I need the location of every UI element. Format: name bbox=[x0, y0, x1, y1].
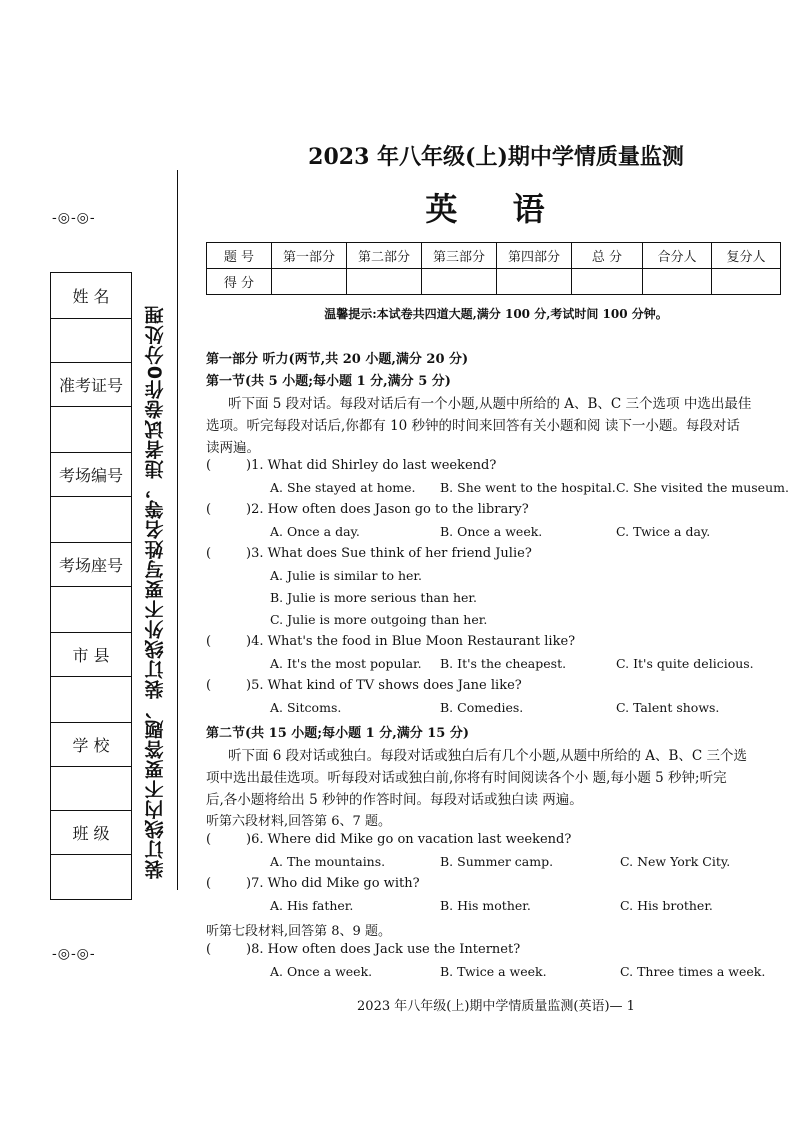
score-cell[interactable] bbox=[347, 269, 422, 295]
answer-paren[interactable]: ( bbox=[206, 832, 212, 847]
question-text: )2. How often does Jason go to the library? bbox=[246, 502, 529, 517]
score-header-cell: 合分人 bbox=[643, 243, 712, 269]
score-table-header-row bbox=[207, 243, 781, 269]
option-c[interactable]: C. New York City. bbox=[620, 854, 731, 869]
part1-heading: 第一部分 听力(两节,共 20 小题,满分 20 分) bbox=[206, 352, 469, 367]
option-a[interactable]: A. She stayed at home. bbox=[270, 480, 416, 495]
subject-title: 英 语 bbox=[425, 190, 567, 228]
exam-title: 2023 年八年级(上)期中学情质量监测 bbox=[308, 144, 684, 170]
exam-room-field[interactable] bbox=[51, 497, 131, 543]
question-text: )8. How often does Jack use the Internet? bbox=[246, 942, 521, 957]
option-c[interactable]: C. Three times a week. bbox=[620, 964, 766, 979]
section2-instruction: 听下面 6 段对话或独白。每段对话或独白后有几个小题,从题中所给的 A、B、C 三个选 bbox=[228, 748, 748, 764]
binding-notice: 装订线内不要答题、装订线外不要写姓名等，违者试卷作0分处理 bbox=[144, 304, 167, 880]
option-a[interactable]: A. The mountains. bbox=[270, 854, 386, 869]
option-b[interactable]: B. It's the cheapest. bbox=[440, 656, 567, 671]
binding-mark-top: -◎-◎- bbox=[52, 210, 96, 226]
question-text: )7. Who did Mike go with? bbox=[246, 876, 420, 891]
score-cell[interactable] bbox=[272, 269, 347, 295]
score-header-cell: 总 分 bbox=[572, 243, 643, 269]
exam-id-label: 准考证号 bbox=[51, 363, 131, 407]
question-text: )1. What did Shirley do last weekend? bbox=[246, 458, 497, 473]
option-b[interactable]: B. His mother. bbox=[440, 898, 531, 913]
answer-paren[interactable]: ( bbox=[206, 502, 212, 517]
score-header-cell: 第四部分 bbox=[497, 243, 572, 269]
section2-instruction: 项中选出最佳选项。听每段对话或独白前,你将有时间阅读各个小 题,每小题 5 秒钟;听完 bbox=[206, 770, 727, 786]
city-county-label: 市 县 bbox=[51, 633, 131, 677]
score-cell[interactable] bbox=[422, 269, 497, 295]
seat-number-label: 考场座号 bbox=[51, 543, 131, 587]
material-note: 听第六段材料,回答第 6、7 题。 bbox=[206, 814, 391, 829]
section2-instruction: 后,各小题将给出 5 秒钟的作答时间。每段对话或独白读 两遍。 bbox=[206, 792, 583, 808]
option-c[interactable]: C. She visited the museum. bbox=[616, 480, 789, 495]
exam-room-label: 考场编号 bbox=[51, 453, 131, 497]
option-a[interactable]: A. His father. bbox=[270, 898, 354, 913]
answer-paren[interactable]: ( bbox=[206, 876, 212, 891]
binding-line bbox=[177, 170, 178, 890]
name-label: 姓 名 bbox=[51, 273, 131, 319]
question-text: )5. What kind of TV shows does Jane like? bbox=[246, 678, 522, 693]
option-b[interactable]: B. Summer camp. bbox=[440, 854, 554, 869]
section1-instruction: 选项。听完每段对话后,你都有 10 秒钟的时间来回答有关小题和阅 读下一小题。每段对话 bbox=[206, 418, 740, 434]
school-field[interactable] bbox=[51, 767, 131, 811]
option-c[interactable]: C. It's quite delicious. bbox=[616, 656, 754, 671]
answer-paren[interactable]: ( bbox=[206, 942, 212, 957]
score-header-cell: 复分人 bbox=[712, 243, 781, 269]
option-b[interactable]: B. Julie is more serious than her. bbox=[270, 590, 477, 605]
score-header-cell: 第二部分 bbox=[347, 243, 422, 269]
option-b[interactable]: B. Comedies. bbox=[440, 700, 524, 715]
seat-number-field[interactable] bbox=[51, 587, 131, 633]
score-header-cell: 第三部分 bbox=[422, 243, 497, 269]
material-note: 听第七段材料,回答第 8、9 题。 bbox=[206, 924, 391, 939]
score-cell[interactable] bbox=[572, 269, 643, 295]
binding-mark-bottom: -◎-◎- bbox=[52, 946, 96, 962]
section1-instruction: 听下面 5 段对话。每段对话后有一个小题,从题中所给的 A、B、C 三个选项 中选出最佳 bbox=[228, 396, 752, 412]
section1-instruction: 读两遍。 bbox=[206, 440, 260, 456]
option-b[interactable]: B. She went to the hospital. bbox=[440, 480, 616, 495]
question-text: )6. Where did Mike go on vacation last weekend? bbox=[246, 832, 572, 847]
option-c[interactable]: C. Julie is more outgoing than her. bbox=[270, 612, 488, 627]
answer-paren[interactable]: ( bbox=[206, 634, 212, 649]
answer-paren[interactable]: ( bbox=[206, 678, 212, 693]
class-label: 班 级 bbox=[51, 811, 131, 855]
option-a[interactable]: A. Julie is similar to her. bbox=[270, 568, 422, 583]
option-b[interactable]: B. Once a week. bbox=[440, 524, 543, 539]
exam-id-field[interactable] bbox=[51, 407, 131, 453]
class-field[interactable] bbox=[51, 855, 131, 899]
question-text: )3. What does Sue think of her friend Julie? bbox=[246, 546, 532, 561]
score-header-cell: 题 号 bbox=[207, 243, 272, 269]
exam-tip: 温馨提示:本试卷共四道大题,满分 100 分,考试时间 100 分钟。 bbox=[324, 307, 668, 321]
city-county-field[interactable] bbox=[51, 677, 131, 723]
option-c[interactable]: C. Twice a day. bbox=[616, 524, 711, 539]
section1-heading: 第一节(共 5 小题;每小题 1 分,满分 5 分) bbox=[206, 374, 451, 389]
question-text: )4. What's the food in Blue Moon Restaurant like? bbox=[246, 634, 576, 649]
school-label: 学 校 bbox=[51, 723, 131, 767]
option-a[interactable]: A. Once a day. bbox=[270, 524, 360, 539]
name-field[interactable] bbox=[51, 319, 131, 363]
option-a[interactable]: A. Sitcoms. bbox=[270, 700, 342, 715]
score-header-cell: 第一部分 bbox=[272, 243, 347, 269]
option-c[interactable]: C. Talent shows. bbox=[616, 700, 720, 715]
student-info-box bbox=[50, 272, 132, 900]
score-row-label: 得 分 bbox=[207, 269, 272, 295]
page-footer: 2023 年八年级(上)期中学情质量监测(英语)— 1 bbox=[357, 999, 635, 1014]
option-a[interactable]: A. It's the most popular. bbox=[270, 656, 422, 671]
section2-heading: 第二节(共 15 小题;每小题 1 分,满分 15 分) bbox=[206, 726, 470, 741]
score-cell[interactable] bbox=[712, 269, 781, 295]
answer-paren[interactable]: ( bbox=[206, 458, 212, 473]
score-table-score-row bbox=[207, 269, 781, 295]
option-a[interactable]: A. Once a week. bbox=[270, 964, 373, 979]
score-table bbox=[206, 242, 781, 295]
score-cell[interactable] bbox=[497, 269, 572, 295]
score-cell[interactable] bbox=[643, 269, 712, 295]
answer-paren[interactable]: ( bbox=[206, 546, 212, 561]
option-c[interactable]: C. His brother. bbox=[620, 898, 713, 913]
option-b[interactable]: B. Twice a week. bbox=[440, 964, 547, 979]
